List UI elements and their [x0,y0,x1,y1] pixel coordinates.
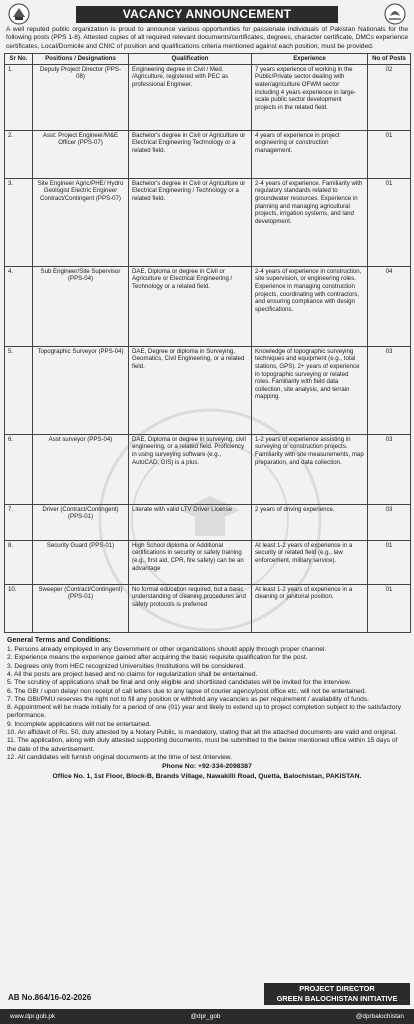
table-row [5,346,411,434]
col-header-experience: Experience [252,54,368,65]
row-experience: 1-2 years of experience assisting in surveying or construction projects. Familiarity with site measurements, map preparation, and data collection. [252,434,368,504]
signature-block [4,983,410,1005]
ad-number: AB No.864/16-02-2026 [8,993,92,1002]
row-position: Deputy Project Director (PPS-08) [33,64,129,130]
footer-website-link[interactable]: www.dpr.gob.pk [10,1013,56,1020]
row-sr: 5. [5,346,33,434]
green-balochistan-logo-icon [384,3,406,25]
row-qualification: Literate with valid LTV Driver License [129,504,252,540]
director-title: PROJECT DIRECTOR [299,984,375,993]
terms-section [7,637,407,781]
page-title: VACANCY ANNOUNCEMENT [76,6,338,23]
row-qualification: Bachelor's degree in Civil or Agriculture or Electrical Engineering / Technology or a related field. [129,178,252,266]
row-sr: 7. [5,504,33,540]
row-experience: 2-4 years of experience in construction, site supervision, or engineering roles. Experience in managing construction projects, coordinating with contractors, and ensuring compliance with design specifications. [252,266,368,346]
table-row [5,584,411,632]
row-sr: 4. [5,266,33,346]
footer-handle-2[interactable]: @dprbalochistan [355,1013,404,1020]
terms-title: General Terms and Conditions: [7,636,111,644]
row-position: Sub Engineer/Site Supervisor (PPS-04) [33,266,129,346]
row-experience: 2 years of driving experience. [252,504,368,540]
row-sr: 10. [5,584,33,632]
row-experience: 7 years experience of working in the Public/Private sector dealing with water/agriculture OFWM sector including 4 years experience in large-scale public sector development projects in the related field. [252,64,368,130]
row-sr: 8. [5,540,33,584]
row-qualification: Bachelor's degree in Civil or Agriculture or Electrical Engineering Technology or a related field. [129,130,252,178]
row-position: Asst surveyor (PPS-04) [33,434,129,504]
row-position: Sweeper (Contract/Contingent) (PPS-01) [33,584,129,632]
row-sr: 3. [5,178,33,266]
row-position: Topographic Surveyor (PPS-04) [33,346,129,434]
row-position: Asst: Project Engineer/M&E Officer (PPS-07) [33,130,129,178]
term-item: 10. An affidavit of Rs. 50, duly attested by a Notary Public, is mandatory, stating that all the attached documents are valid and original. [7,729,397,737]
balochistan-emblem-icon [8,3,30,25]
term-item: 3. Degrees only from HEC recognized Universities /Institutions will be considered. [7,662,246,670]
row-posts: 01 [368,540,411,584]
col-header-posts: No of Posts [368,54,411,65]
row-posts: 01 [368,178,411,266]
row-posts: 01 [368,130,411,178]
row-qualification: DAE, Degree or diploma in Surveying, Geomatics, Civil Engineering, or a related field. [129,346,252,434]
table-row [5,504,411,540]
contact-phone: Phone No: +92-334-2098387 [162,763,252,771]
row-sr: 2. [5,130,33,178]
row-position: Security Guard (PPS-01) [33,540,129,584]
row-experience: 2-4 years of experience. Familiarity with regulatory standards related to groundwater resources. Experience in planning and managing agricultural projects, irrigation systems, and land development. [252,178,368,266]
table-row [5,540,411,584]
row-posts: 04 [368,266,411,346]
table-row [5,130,411,178]
footer-bar [0,1009,414,1024]
intro-paragraph: A well reputed public organization is proud to announce various opportunities for passionate individuals of Pakistan Nationals for the following posts (PPS 1-8). Attested copies of all required relevant documents/certificates, degrees, character certificate, DMCs experience certificates, Local/Domicile and CNIC of position and qualifications criteria mentioned against each position, must be provided. [6,26,408,50]
table-row [5,434,411,504]
row-qualification: DAE, Diploma or degree in Civil or Agriculture or Electrical Engineering / Technology or a related field. [129,266,252,346]
director-box [264,983,410,1005]
row-posts: 03 [368,504,411,540]
table-row [5,64,411,130]
row-qualification: Engineering degree in Civil / Med. /Agriculture, registered with PEC as professional Engineer. [129,64,252,130]
header [4,3,410,25]
row-posts: 01 [368,584,411,632]
row-posts: 03 [368,434,411,504]
row-experience: At least 1-2 years of experience in a security or related field (e.g., law enforcement, military service). [252,540,368,584]
row-qualification: High School diploma or Additional certifications in security or safety training (e.g., first aid, CPR, fire safety) can be an advantage [129,540,252,584]
row-experience: At least 1-2 years of experience in a cleaning or janitorial position. [252,584,368,632]
col-header-qualification: Qualification [129,54,252,65]
row-posts: 02 [368,64,411,130]
vacancy-table [4,53,411,633]
term-item: 7. The GBI/PMU reserves the right not to fill any position or withhold any vacancies as per requirement / availability of funds. [7,695,369,703]
row-sr: 6. [5,434,33,504]
row-qualification: No formal education required, but a basic understanding of cleaning procedures and safety protocols is preferred [129,584,252,632]
row-experience: 4 years of experience in project engineering or construction management. [252,130,368,178]
term-item: 6. The GBI / upon delay/ non receipt of call letters due to any lapse of courier agency/post office etc, will not be entertained. [7,687,367,695]
footer-handle-1[interactable]: @dpr_gob [190,1013,221,1020]
term-item: 8. Appointment will be made initially for a period of one (01) year and likely to extend up to project completion subject to the satisfactory performance. [7,704,402,720]
table-header-row [5,54,411,65]
term-item: 9. Incomplete applications will not be entertained. [7,720,152,728]
term-item: 11. The application, along with duly attested supporting documents, must be submitted to the below mentioned office within 15 days of the date of the advertisement. [7,737,398,753]
col-header-position: Positions / Designations [33,54,129,65]
term-item: 1. Persons already employed in any Government or other organizations should apply through proper channel. [7,646,327,654]
row-qualification: DAE, Diploma or degree in surveying, civil engineering, or a related field. Proficiency in using surveying software (e.g., AutoCAD, GIS) is a plus. [129,434,252,504]
table-row [5,178,411,266]
row-posts: 03 [368,346,411,434]
row-sr: 1. [5,64,33,130]
row-experience: Knowledge of topographic surveying techniques and equipment (e.g., total stations, GPS). 2+ years of experience in topographic surveying or related roles. Familiarity with field data collection, site analysis, and terrain mapping. [252,346,368,434]
table-row [5,266,411,346]
term-item: 4. All the posts are project based and no claims for regularization shall be entertained. [7,671,258,678]
director-org: GREEN BALOCHISTAN INITIATIVE [276,994,398,1003]
contact-address: Office No. 1, 1st Floor, Block-B, Brands Village, Nawakilli Road, Quetta, Balochistan, PAKISTAN. [52,772,362,780]
col-header-sr: Sr No. [5,54,33,65]
term-item: 5. The scrutiny of applications shall be final and only eligible and shortlisted candidates will be invited for the interview. [7,679,352,687]
row-position: Driver (Contract/Contingent) (PPS-01) [33,504,129,540]
term-item: 12. All candidates will furnish original documents at the time of test /interview. [7,753,233,761]
term-item: 2. Experience means the experience gained after acquiring the basic requisite qualification for the post. [7,654,308,662]
row-position: Site Engineer Agric/PHE/ Hydro Geologist Electric Engineer Contract/Contingent (PPS-07) [33,178,129,266]
